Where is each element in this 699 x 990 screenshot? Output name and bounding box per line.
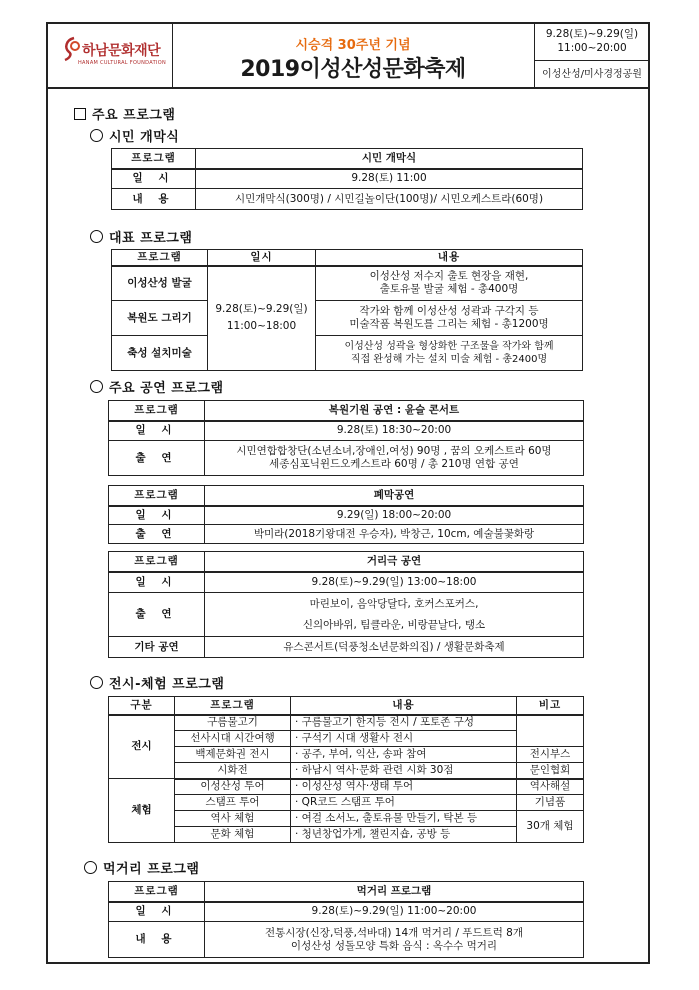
title-block [172, 22, 535, 87]
exhibit-content: · 구름물고기 한지등 전시 / 포토존 구성 [291, 715, 517, 731]
circle-bullet-icon [90, 380, 103, 393]
exhibit-program: 시화전 [175, 763, 291, 779]
th-program: 프로그램 [175, 697, 291, 715]
th-note: 비고 [517, 697, 584, 715]
th-date: 일 시 [109, 506, 205, 525]
org-name: 하남문화재단 [82, 43, 161, 59]
performance-date: 9.29(일) 18:00~20:00 [205, 506, 584, 525]
exhibit-table [108, 696, 584, 843]
exhibit-note: 역사해설 [517, 779, 584, 795]
performance-table-1 [108, 400, 584, 476]
section-main-heading: 주요 프로그램 [74, 104, 175, 123]
exhibit-program: 이성산성 투어 [175, 779, 291, 795]
th-other-performances: 기타 공연 [109, 637, 205, 658]
th-performers: 출 연 [109, 525, 205, 544]
group-exhibit: 전시 [109, 715, 175, 779]
program-content: 이성산성 저수지 출토 현장을 재현, 출토유물 발굴 체험 - 총400명 [316, 266, 583, 301]
exhibit-content: · 구석기 시대 생활사 전시 [291, 731, 517, 747]
th-program: 프로그램 [112, 250, 208, 266]
main-programs-table [111, 249, 583, 371]
th-content: 내 용 [112, 189, 196, 210]
exhibit-program: 스탬프 투어 [175, 795, 291, 811]
th-program: 프로그램 [109, 401, 205, 421]
performance-date: 9.28(토) 18:30~20:00 [205, 421, 584, 441]
exhibit-note: 전시부스 [517, 747, 584, 763]
th-performers: 출 연 [109, 593, 205, 637]
th-content: 내 용 [109, 922, 205, 958]
main-programs-heading: 대표 프로그램 [90, 227, 192, 246]
foundation-logo-icon [60, 36, 84, 62]
th-program: 프로그램 [109, 882, 205, 902]
th-date: 일 시 [112, 169, 196, 189]
food-program: 먹거리 프로그램 [205, 882, 584, 902]
performance-table-3 [108, 551, 584, 658]
exhibit-note: 30개 체험 [517, 811, 584, 843]
exhibit-content: · 공주, 부여, 익산, 송파 참여 [291, 747, 517, 763]
performance-performers: 마린보이, 음악당달다, 호커스포커스, 신의아바위, 팀클라운, 비랑끝날다, 탱소 [205, 593, 584, 637]
other-performances: 유스콘서트(덕풍청소년문화의집) / 생활문화축제 [205, 637, 584, 658]
circle-bullet-icon [84, 861, 97, 874]
th-program: 프로그램 [112, 149, 196, 169]
logo [46, 22, 173, 87]
exhibit-content: · 여걸 소서노, 출토유물 만들기, 탁본 등 [291, 811, 517, 827]
event-info [534, 22, 650, 87]
th-performers: 출 연 [109, 441, 205, 476]
th-category: 구분 [109, 697, 175, 715]
th-program: 프로그램 [109, 552, 205, 572]
performance-title: 복원기원 공연 : 윤슬 콘서트 [205, 401, 584, 421]
exhibit-content: · 청년창업가게, 챌린지숍, 공방 등 [291, 827, 517, 843]
program-name: 복원도 그리기 [112, 301, 208, 336]
page-title: 2019이성산성문화축제 [240, 57, 466, 82]
performance-date: 9.28(토)~9.29(일) 13:00~18:00 [205, 572, 584, 593]
opening-program: 시민 개막식 [196, 149, 583, 169]
subtitle: 시승격 30주년 기념 [295, 38, 411, 53]
exhibit-note: 기념품 [517, 795, 584, 811]
performances-heading: 주요 공연 프로그램 [90, 377, 224, 396]
performance-title: 거리극 공연 [205, 552, 584, 572]
exhibit-content: · 하남시 역사·문화 관련 시화 30점 [291, 763, 517, 779]
performance-table-2 [108, 485, 584, 544]
exhibit-program: 역사 체험 [175, 811, 291, 827]
event-date: 9.28(토)~9.29(일) [545, 28, 639, 40]
opening-heading: 시민 개막식 [90, 126, 179, 145]
exhibit-note [517, 715, 584, 747]
th-content: 내용 [291, 697, 517, 715]
circle-bullet-icon [90, 676, 103, 689]
food-content: 전통시장(신장,덕풍,석바대) 14개 먹거리 / 푸드트럭 8개 이성산성 성돌모양 특화 음식 : 옥수수 먹거리 [205, 922, 584, 958]
circle-bullet-icon [90, 230, 103, 243]
opening-content: 시민개막식(300명) / 시민길놀이단(100명)/ 시민오케스트라(60명) [196, 189, 583, 210]
document-header [46, 22, 650, 89]
event-place: 이성산성/미사경정공원 [534, 60, 650, 88]
org-name-en: HANAM CULTURAL FOUNDATION [78, 60, 166, 66]
th-date: 일시 [208, 250, 316, 266]
performance-performers: 박미라(2018기왕대전 우승자), 박창근, 10cm, 예술불꽃화랑 [205, 525, 584, 544]
opening-table [111, 148, 583, 210]
square-bullet-icon [74, 108, 86, 120]
program-content: 이성산성 성곽을 형상화한 구조물을 작가와 함께 직접 완성해 가는 설치 미술 체험 - 총2400명 [316, 336, 583, 371]
exhibit-program: 백제문화권 전시 [175, 747, 291, 763]
food-table [108, 881, 584, 958]
th-date: 일 시 [109, 902, 205, 922]
exhibit-program: 문화 체험 [175, 827, 291, 843]
exhibit-note: 문인협회 [517, 763, 584, 779]
exhibit-program: 선사시대 시간여행 [175, 731, 291, 747]
food-date: 9.28(토)~9.29(일) 11:00~20:00 [205, 902, 584, 922]
th-content: 내용 [316, 250, 583, 266]
exhibit-heading: 전시-체험 프로그램 [90, 673, 224, 692]
group-experience: 체험 [109, 779, 175, 843]
th-date: 일 시 [109, 572, 205, 593]
circle-bullet-icon [90, 129, 103, 142]
th-program: 프로그램 [109, 486, 205, 506]
program-name: 축성 설치미술 [112, 336, 208, 371]
exhibit-content: · QR코드 스탬프 투어 [291, 795, 517, 811]
th-date: 일 시 [109, 421, 205, 441]
exhibit-content: · 이성산성 역사·생태 투어 [291, 779, 517, 795]
opening-date: 9.28(토) 11:00 [196, 169, 583, 189]
exhibit-program: 구름물고기 [175, 715, 291, 731]
food-heading: 먹거리 프로그램 [84, 858, 199, 877]
event-time: 11:00~20:00 [557, 42, 627, 54]
program-name: 이성산성 발굴 [112, 266, 208, 301]
performance-performers: 시민연합합창단(소년소녀,장애인,여성) 90명 , 꿈의 오케스트라 60명 세종심포닉윈드오케스트라 60명 / 총 210명 연합 공연 [205, 441, 584, 476]
performance-title: 폐막공연 [205, 486, 584, 506]
program-content: 작가와 함께 이성산성 성곽과 구각지 등 미술작품 복원도를 그리는 체험 - 총1200명 [316, 301, 583, 336]
main-programs-date: 9.28(토)~9.29(일) 11:00~18:00 [208, 266, 316, 371]
